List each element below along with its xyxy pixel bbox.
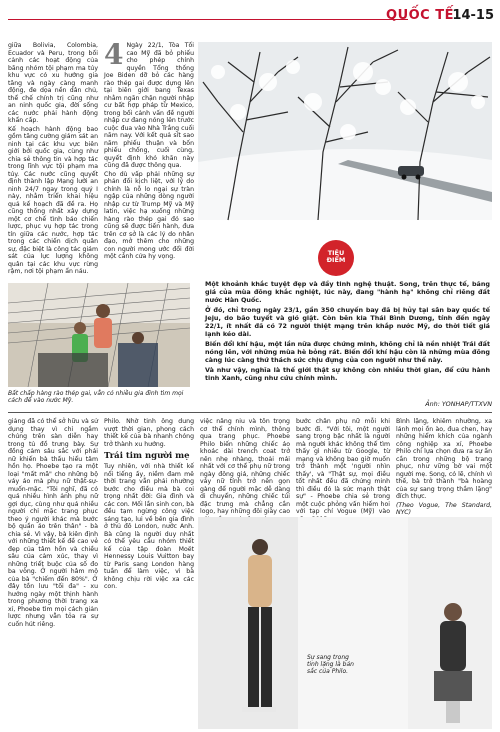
header-rule (8, 19, 408, 20)
tieu-diem-line-2: ĐIỂM (326, 256, 346, 264)
bottom-column-2 (104, 418, 194, 726)
bottom-col5-text: Bình lặng, khiêm nhường, xa lánh mọi ồn ào, đua chen, hay những hiểm khích của ngành công nghiệp xa xỉ, Phoebe Philo chỉ lựa chọn đưa ra sự ấn cần trong những bộ trang phục, như vững bờ vai một người mẹ. Song, có lẽ, chính vì thế, bà trở thành "bà hoàng của sự sang trọng thầm lặng" đích thực. (396, 418, 492, 500)
tieu-diem-line-1: TIÊU (327, 249, 345, 257)
bottom-column-1 (8, 418, 98, 726)
photo-credit: Ảnh: YONHAP/TTXVN (425, 400, 492, 408)
focus-paragraph-3: Biến đổi khí hậu, một lần nữa được chứng minh, không chỉ là nền nhiệt Trái đất nóng lên, với những mùa hè bỏng rát. Biến đổi khí hậu còn là những mùa đông càng lúc càng thứ thách sức chịu đựng của con người như thế này. (205, 340, 490, 364)
focus-paragraph-2: Ở đó, chỉ trong ngày 23/1, gần 350 chuyến bay đã bị hủy tại sân bay quốc tế Jeju, do bão tuyết và gió giật. Còn bên kia Thái Bình Dương, tính đến ngày 22/1, ít nhất đã có 72 người thiệt mạng trên khắp nước Mỹ, do thời tiết giá lạnh kéo dài. (205, 306, 490, 338)
bottom-col5-source: (Theo Vogue, The Standard, NYC) (396, 501, 492, 516)
focus-text-box (205, 280, 490, 384)
border-fence-photo (8, 283, 190, 387)
bottom-col3-text: việc nâng niu và tôn trọng cơ thể chính mình, thông qua trang phục. Phoebe Philo biến những chiếc áo khoác dài trench coat trở nên nhẹ nhàng, thoải mái nhất với cơ thể phụ nữ trong ngày đông giá, những chiếc váy nữ tính trở nên gọn gàng để người mặc dễ dàng di chuyển, những chiếc túi đặc trưng mà chẳng cần logo, hay những đôi giày cao (200, 418, 290, 515)
fashion-photo-caption: Sự sang trọng tinh lặng là bản sắc của Philo. (307, 654, 354, 675)
section-title: QUỐC TẾ (386, 8, 454, 23)
bottom-col2-intro: Philo. Nhờ tinh ông dung vượt thời gian, phong cách thiết kế của bà nhanh chóng trở thành xu hướng. (104, 418, 194, 448)
dropcap-number: 4 (104, 38, 124, 71)
bottom-col1-text: giảng đã có thể sở hữu và sử dụng thay vì chỉ ngắm chúng trên sàn diễn hay trong tủ đồ trưng bày. Sự đồng cảm sâu sắc với phái nữ khiến bà thấu hiểu tâm hồn họ. Phoebe tạo ra một loại "mất mã" cho những bộ váy áo mà phụ nữ thật-sự-muốn-mặc. "Tôi nghĩ, đã có quá nhiều hình ảnh phụ nữ gợi dục, cùng như quá nhiều người chỉ mặc trang phục theo ý người khác mà bước bộ quần áo trên thân" - bà chia sẻ. Vì vậy, bà kiên định với những thiết kế đề cao vẻ đẹp của tâm hồn và chiều sâu của cảm xúc, thay vì những triết buộc của số đo ba vòng. Ở người hâm mộ của bà "chiếm đến 80%". Ở đây tồn lưu "tối đa" - xu hướng ngày một thịnh hành trong phương thời trang xa xỉ, Phoebe tìm mọi cách giản lược nhưng vẫn tỏa ra sự cuốn hút riêng. (8, 418, 98, 628)
middle-paragraph-2: Cho dù vấp phải những sự phản đối kịch liệt, với lý do chính là nỗ lo ngại sự tràn ngập của những dòng người nhập cư từ Trump Mỹ và Mỹ latin, việc hạ xuống những hàng rào thép gai đó sao cũng sẽ được tiến hành, đưa trên cơ sở là các lý do nhân đạo, mở thêm cho những con người mong ước đổi đời một cánh cửa hy vọng. (104, 170, 194, 260)
page-numbers: 14-15 (452, 8, 494, 23)
left-paragraph-2: Kế hoạch hành động bao gồm tăng cường giám sát an ninh tại các khu vực biên giới bởi quốc gia, cùng như chia sẻ thông tin và hợp tác trong lĩnh vực tội phạm ma túy. Các nước cũng quyết định thành lập Mạng lưới an ninh 24/7 ngay trong quý I này, nhằm triển khai hiệu quả kế hoạch đã đề ra. Họ cũng thống nhất xây dựng một cơ chế tình báo chiến lược, phục vụ hợp tác trong tín giữa các nước, hợp tác trong các chiến dịch quân sự, đặc biệt là công tác giám sát của lực lượng không quân tại các khu vực rừng rậm, nơi tội phạm ẩn náu. (8, 125, 98, 275)
bottom-column-3 (200, 418, 290, 514)
left-paragraph-1: giữa Bolivia, Colombia, Ecuador và Peru, trong bối cảnh các hoạt động của băng nhóm tội phạm ma túy khu vực có xu hướng gia tăng và ngày càng manh động, đe dọa nền dân chủ, thể chế chính trị cũng như an ninh quốc gia, đời sống các nước phải hành động khẩn cấp. (8, 42, 98, 124)
tieu-diem-badge (318, 240, 354, 276)
left-column-top (8, 42, 98, 282)
fashion-model-photo (198, 517, 492, 729)
focus-paragraph-4: Và như vậy, nghĩa là thế giới thật sự không còn nhiều thời gian, để cứu hành tinh Xanh, cũng như cứu chính mình. (205, 366, 490, 382)
middle-column-top (104, 38, 194, 282)
middle-paragraph-1: Ngày 22/1, Tòa Tối cao Mỹ đã bỏ phiếu cho phép chính quyền Tổng thống Joe Biden dỡ bỏ các hàng rào thép gai được dựng lên tại biên giới bang Texas nhằm ngăn chặn người nhập cư bất hợp pháp từ Mexico, trong bối cảnh vấn đề người nhập cư đang nóng lên trước cuộc đua vào Nhà Trắng cuối năm nay. Với kết quả sít sao năm phiếu thuận và bốn phiếu chống, cuối cùng, quyết định khó khăn này cũng đã được thông qua. (104, 42, 194, 169)
snow-scene-photo (198, 42, 492, 220)
bottom-col4-text: bước chân phụ nữ mỗi khi bước đi. "Với tôi, một người sang trọng bậc nhất là người mà người khác không thể tìm thấy gì nhiều từ Google, từ mạng và không bao giờ muốn trở thành một 'người nhìn thấy', và "Thật sự, mọi điều tốt nhất đều đã chứng minh thì điều đó là sức mạnh thật sự" - Phoebe chia sẻ trong một cuộc phỏng vấn hiếm hoi với tạp chí Vogue (Mỹ) vào (296, 418, 390, 515)
child-photo-caption: Bất chấp hàng rào thép gai, vẫn có nhiều gia đình tìm mọi cách để vào nước Mỹ. (8, 390, 184, 404)
bottom-col2-text: Tuy nhiên, với nhà thiết kế nổi tiếng ấy, niềm đam mê thời trang vẫn phải nhường bước cho điều mà bà coi trọng nhất đời: Gia đình và các con. Mối lần sinh con, bà đều tạm ngừng công việc sáng tạo, lui về bên gia đình ở thủ đô London, nước Anh. Bà cũng là người duy nhất có thể yêu cầu nhóm thiết kế của tập đoàn Moët Hennessy Louis Vuitton bay từ Paris sang London hàng tuần để làm việc, vì bà không chịu rời việc xa các con. (104, 463, 194, 590)
bottom-column-4 (296, 418, 390, 514)
focus-paragraph-1: Một khoảnh khắc tuyệt đẹp và đầy tinh nghệ thuật. Song, trên thực tế, băng giá của mùa đông khắc nghiệt, lúc này, đang "hành hạ" không chỉ riêng đất nước Hàn Quốc. (205, 280, 490, 304)
section-divider (8, 412, 492, 413)
page-header (0, 8, 500, 30)
bottom-column-5 (396, 418, 492, 514)
subheading-trai-tim: Trái tim người mẹ (104, 451, 190, 461)
